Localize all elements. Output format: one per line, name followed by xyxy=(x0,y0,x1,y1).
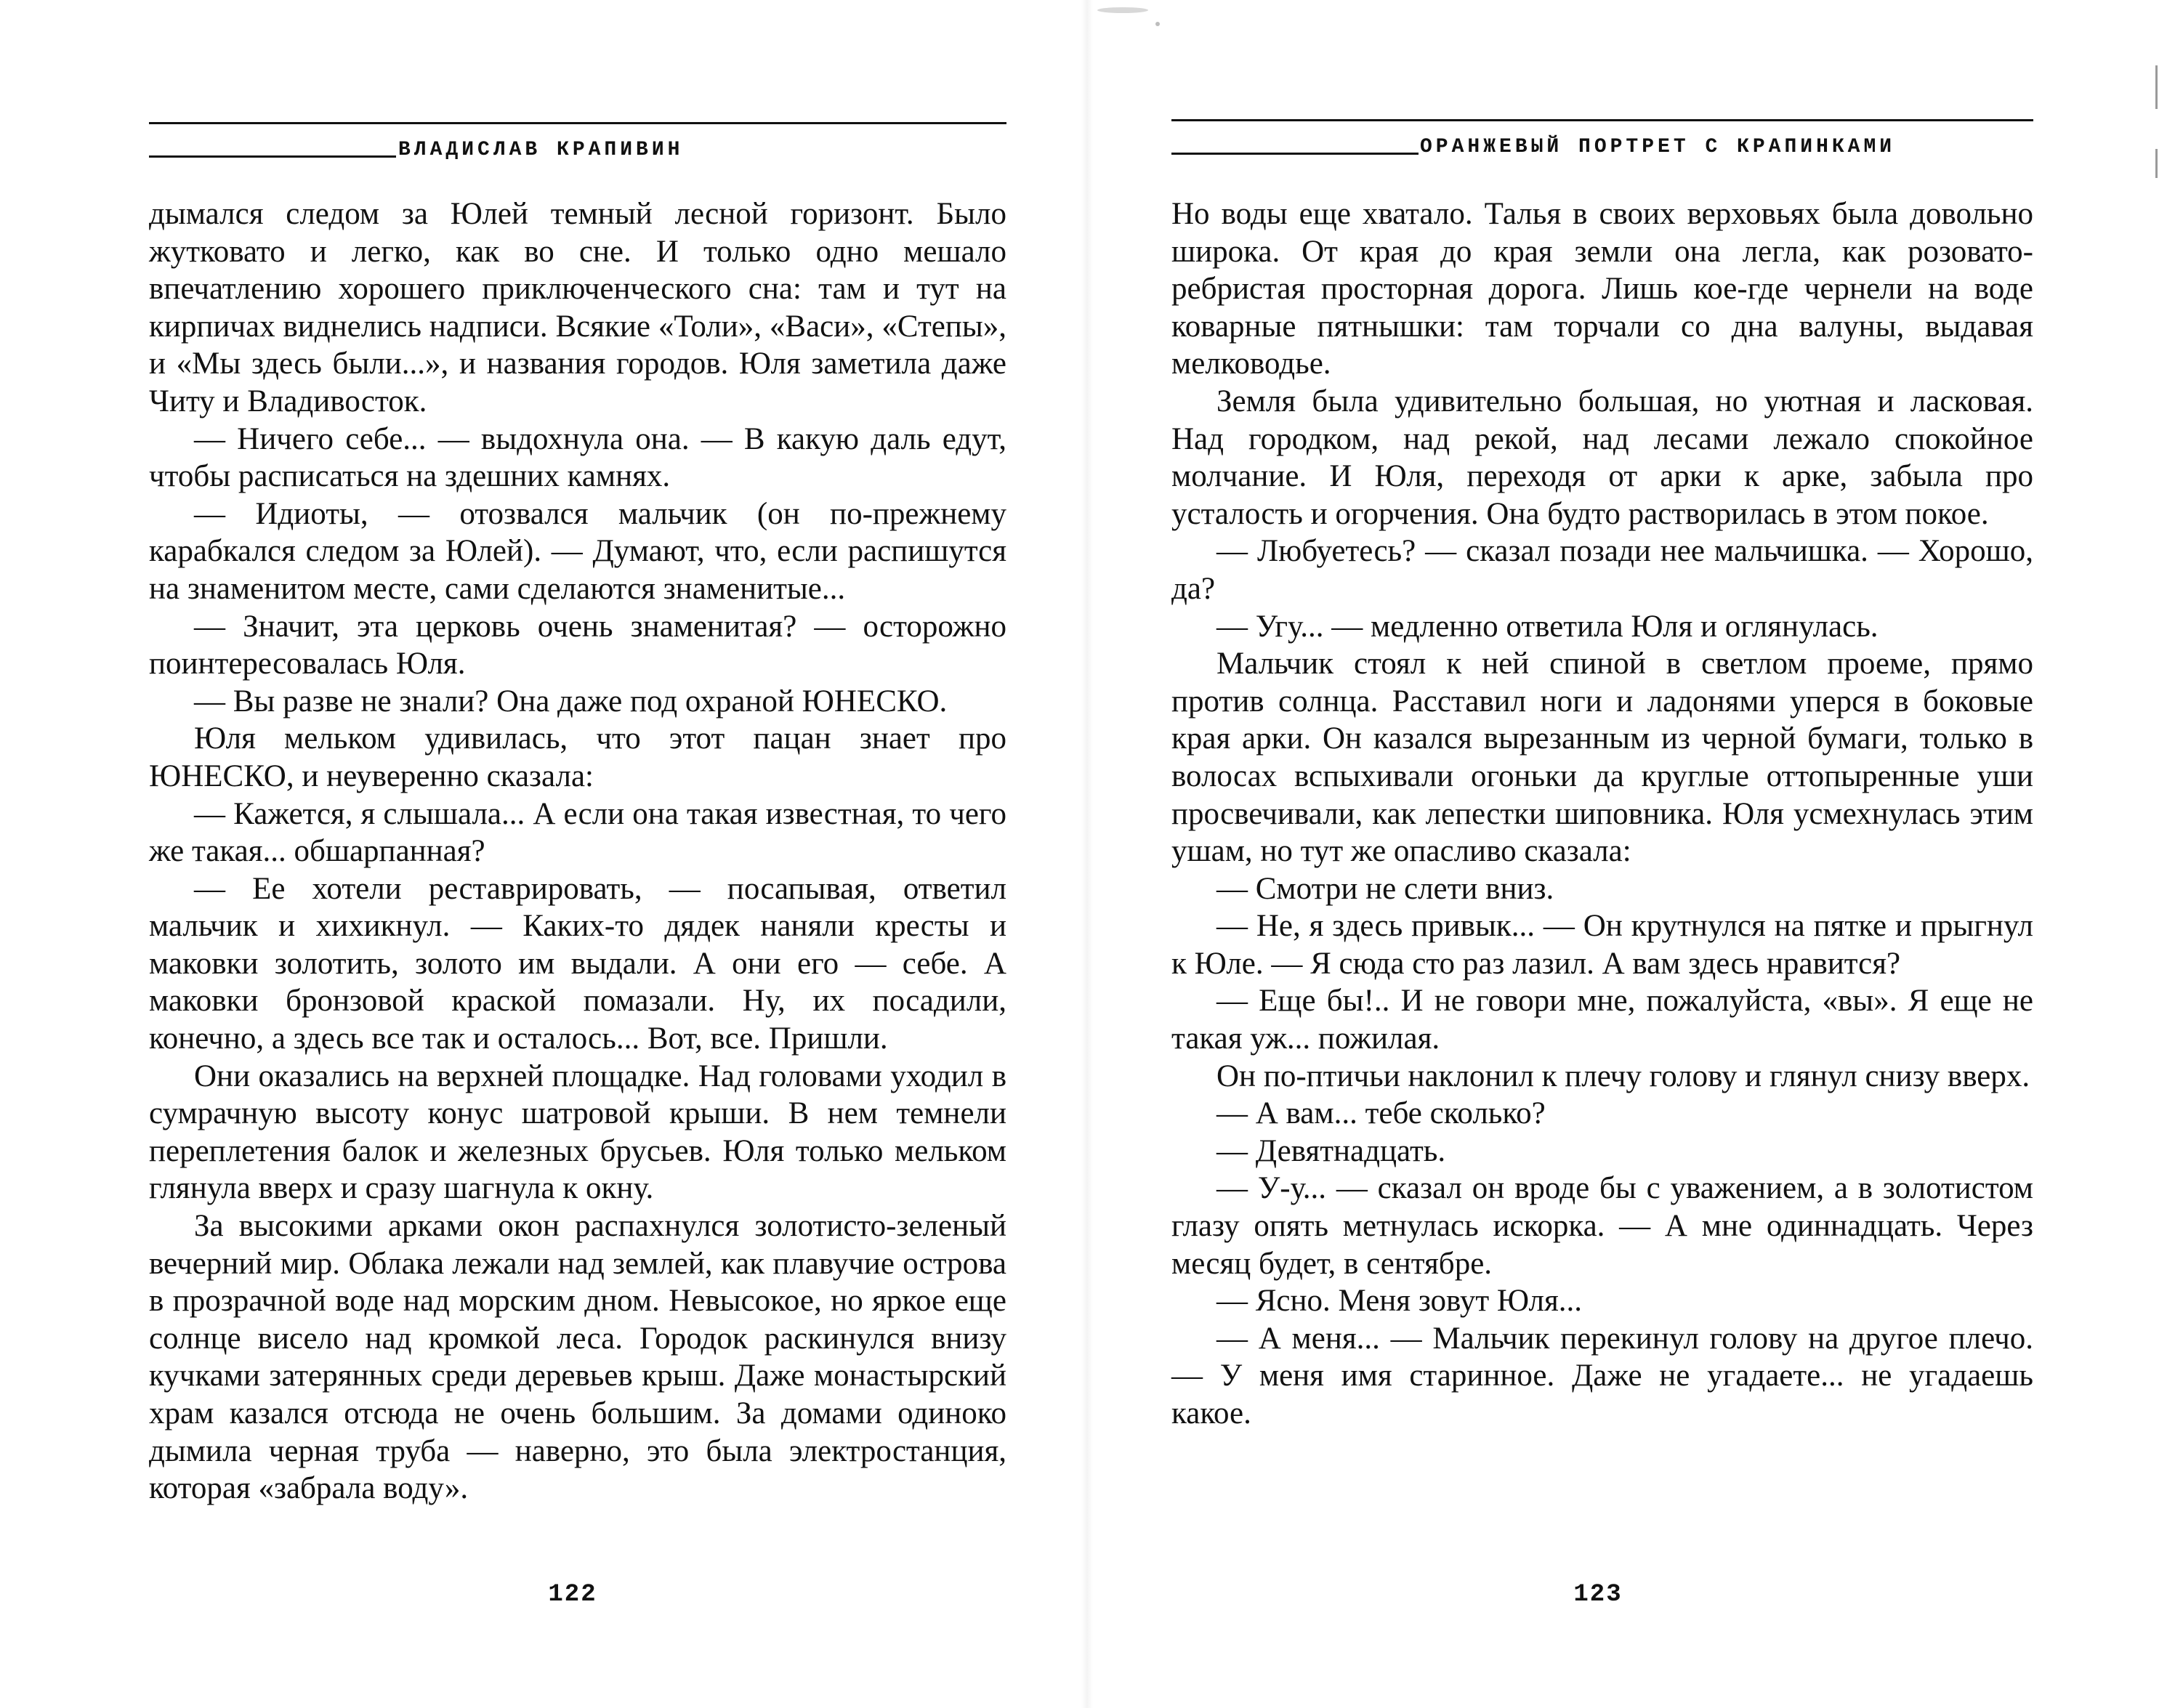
right-page xyxy=(1087,0,2175,1708)
paragraph: — А меня... — Мальчик перекинул голову на другое плечо. — У меня имя старинное. Даже не угадаете... не угадаешь какое. xyxy=(1171,1321,2033,1430)
left-page xyxy=(0,0,1087,1708)
paragraph: За высокими арками окон распахнулся золотисто-зеленый вечерний мир. Облака лежали над землей, как плавучие острова в прозрачной воде над морским дном. Невысокое, но яркое еще солнце висело над кромкой леса. Городок раскинулся внизу кучками затерянных среди деревьев крыш. Даже монастырский храм казался отсюда не очень большим. За домами одиноко дымила черная труба — наверно, это была электростанция, которая «забрала воду». xyxy=(149,1209,1006,1506)
body-text xyxy=(149,195,1006,1507)
header-rule-top xyxy=(149,122,1006,124)
paragraph: — Угу... — медленно ответила Юля и оглянулась. xyxy=(1216,609,1879,644)
body-text xyxy=(1171,195,2033,1433)
paragraph: — Идиоты, — отозвался мальчик (он по-прежнему карабкался следом за Юлей). — Думают, что, если распишутся на знаменитом месте, сами сделаются знаменитые... xyxy=(149,496,1006,606)
header-rule-left xyxy=(1171,153,1419,155)
header-rule-top xyxy=(1171,119,2033,121)
paragraph: — Кажется, я слышала... А если она такая известная, то чего же такая... обшарпанная? xyxy=(149,796,1006,869)
paragraph: — Еще бы!.. И не говори мне, пожалуйста, «вы». Я еще не такая уж... пожилая. xyxy=(1171,984,2033,1056)
paragraph: дымался следом за Юлей темный лесной горизонт. Было жутковато и легко, как во сне. И только одно мешало впечатлению хорошего приключенческого сна: там и тут на кирпичах виднелись надписи. Всякие «Толи», «Васи», «Степы», и «Мы здесь были...», и названия городов. Юля заметила даже Читу и Владивосток. xyxy=(149,197,1006,418)
paragraph: — Значит, эта церковь очень знаменитая? — осторожно поинтересовалась Юля. xyxy=(149,609,1006,681)
running-head: ВЛАДИСЛАВ КРАПИВИН xyxy=(398,139,684,161)
paragraph: — Вы разве не знали? Она даже под охраной ЮНЕСКО. xyxy=(194,684,948,719)
paragraph: Земля была удивительно большая, но уютная и ласковая. Над городком, над рекой, над лесами лежало спокойное молчание. И Юля, переходя от арки к арке, забыла про усталость и огорчения. Она будто растворилась в этом покое. xyxy=(1171,384,2033,531)
paragraph: — Ее хотели реставрировать, — посапывая, ответил мальчик и хихикнул. — Каких-то дядек наняли кресты и маковки золотить, золото им выдали. А они его — себе. А маковки бронзовой краской помазали. Ну, их посадили, конечно, а здесь все так и осталось... Вот, все. Пришли. xyxy=(149,871,1006,1056)
paragraph: — У-у... — сказал он вроде бы с уважением, а в золотистом глазу опять метнулась искорка. — А мне одиннадцать. Через месяц будет, в сентябре. xyxy=(1171,1171,2033,1281)
paragraph: — Девятнадцать. xyxy=(1216,1133,1446,1168)
paragraph: — Ничего себе... — выдохнула она. — В какую даль едут, чтобы расписаться на здешних камнях. xyxy=(149,421,1006,494)
paragraph: — Не, я здесь привык... — Он крутнулся на пятке и прыгнул к Юле. — Я сюда сто раз лазил. А вам здесь нравится? xyxy=(1171,909,2033,981)
paragraph: — Любуетесь? — сказал позади нее мальчишка. — Хорошо, да? xyxy=(1171,534,2033,606)
paragraph: Юля мельком удивилась, что этот пацан знает про ЮНЕСКО, и неуверенно сказала: xyxy=(149,721,1006,793)
paragraph: — А вам... тебе сколько? xyxy=(1216,1096,1546,1131)
paragraph: Он по-птичьи наклонил к плечу голову и глянул снизу вверх. xyxy=(1216,1059,2030,1093)
paragraph: Они оказались на верхней площадке. Над головами уходил в сумрачную высоту конус шатровой крыши. В нем темнели переплетения балок и железных брусьев. Юля только мельком глянула вверх и сразу шагнула к окну. xyxy=(149,1059,1006,1206)
paragraph: Мальчик стоял к ней спиной в светлом проеме, прямо против солнца. Расставил ноги и ладонями уперся в боковые края арки. Он казался вырезанным из черной бумаги, только в волосах вспыхивали огоньки да круглые оттопыренные уши просвечивали, как лепестки шиповника. Юля усмехнулась этим ушам, но тут же опасливо сказала: xyxy=(1171,647,2033,869)
paragraph: Но воды еще хватало. Талья в своих верховьях была довольно широка. От края до края земли она легла, как розовато-ребристая просторная дорога. Лишь кое-где чернели на воде коварные пятнышки: там торчали со дна валуны, выдавая мелководье. xyxy=(1171,197,2033,381)
header-rule-left xyxy=(149,155,396,158)
page-number: 122 xyxy=(548,1581,597,1608)
paragraph: — Ясно. Меня зовут Юля... xyxy=(1216,1284,1583,1319)
paragraph: — Смотри не слети вниз. xyxy=(1216,871,1554,906)
page-number: 123 xyxy=(1573,1581,1623,1608)
running-head: ОРАНЖЕВЫЙ ПОРТРЕТ С КРАПИНКАМИ xyxy=(1420,136,1896,158)
